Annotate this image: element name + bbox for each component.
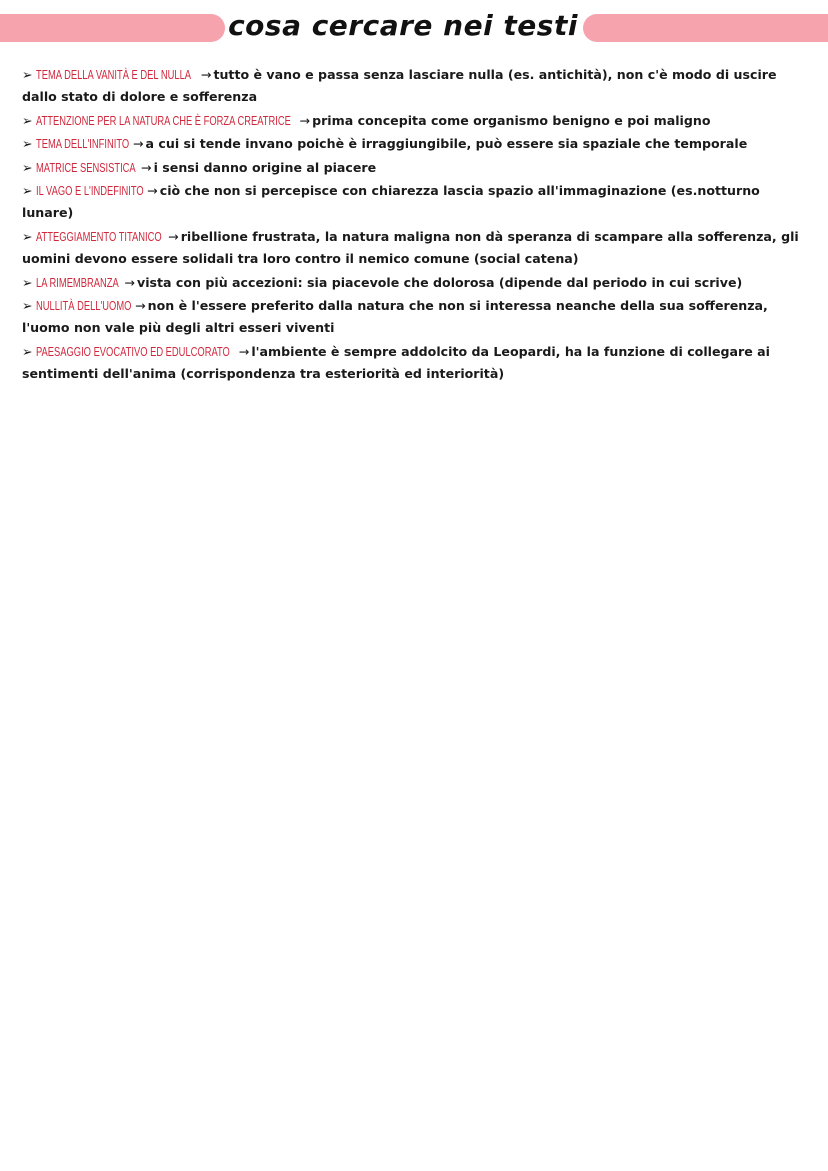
arrow-icon: → — [135, 298, 146, 314]
arrow-icon: → — [168, 228, 179, 244]
arrow-icon: → — [200, 67, 212, 82]
item-text: l'ambiente è sempre addolcito da Leopardi, ha la funzione di collegare ai sentimenti dell'anima (corrispondenza tra esteriorità ed interiorità) — [22, 343, 770, 382]
item-text: ribellione frustrata, la natura maligna non dà speranza di scampare alla sofferenza, gli uomini devono essere solidali tra loro contro il nemico comune (social catena) — [22, 228, 799, 267]
title-banner — [0, 9, 828, 43]
item-topic: PAESAGGIO EVOCATIVO ED EDULCORATO — [35, 343, 230, 359]
page-title: cosa cercare nei testi — [228, 9, 578, 42]
item-topic: IL VAGO E L'INDEFINITO — [35, 183, 144, 199]
arrow-icon: → — [132, 136, 144, 152]
item-topic: NULLITÀ DELL'UOMO — [35, 298, 131, 314]
item-text: prima concepita come organismo benigno e poi maligno — [312, 112, 711, 128]
list-item — [22, 133, 812, 155]
list-item — [22, 64, 812, 109]
bullet-icon: ➢ — [22, 67, 33, 82]
item-topic: ATTEGGIAMENTO TITANICO — [35, 228, 162, 244]
bullet-icon: ➢ — [22, 274, 33, 290]
list-item — [22, 341, 812, 386]
bullet-icon: ➢ — [22, 343, 33, 359]
bullet-icon: ➢ — [22, 159, 33, 175]
bullet-icon: ➢ — [22, 112, 33, 128]
bullet-icon: ➢ — [22, 228, 33, 244]
item-topic: TEMA DELLA VANITÀ E DEL NULLA — [35, 67, 191, 82]
item-text: non è l'essere preferito dalla natura che non si interessa neanche della sua sofferenza, l'uomo non vale più degli altri esseri viventi — [22, 298, 768, 336]
list-item — [22, 110, 812, 132]
list-item — [22, 295, 812, 340]
item-text: ciò che non si percepisce con chiarezza lascia spazio all'immaginazione (es.notturno lunare) — [22, 183, 760, 221]
item-text: tutto è vano e passa senza lasciare nulla (es. antichità), non c'è modo di uscire dallo stato di dolore e sofferenza — [22, 67, 777, 105]
item-topic: ATTENZIONE PER LA NATURA CHE È FORZA CREATRICE — [35, 112, 291, 128]
list-item — [22, 272, 812, 294]
item-topic: TEMA DELL'INFINITO — [35, 136, 129, 152]
item-topic: LA RIMEMBRANZA — [35, 274, 119, 290]
arrow-icon: → — [141, 159, 152, 175]
arrow-icon: → — [299, 112, 311, 128]
bullet-icon: ➢ — [22, 298, 33, 314]
title-decoration-right — [583, 14, 828, 42]
list-item — [22, 226, 812, 271]
item-topic: MATRICE SENSISTICA — [35, 159, 136, 175]
item-text: vista con più accezioni: sia piacevole che dolorosa (dipende dal periodo in cui scrive) — [136, 274, 743, 290]
list-item — [22, 180, 812, 225]
arrow-icon: → — [238, 343, 250, 359]
list-item — [22, 157, 812, 179]
bullet-icon: ➢ — [22, 136, 33, 152]
bullet-icon: ➢ — [22, 183, 33, 199]
title-decoration-left — [0, 14, 225, 42]
item-text: i sensi danno origine al piacere — [153, 159, 377, 175]
arrow-icon: → — [147, 183, 158, 199]
item-text: a cui si tende invano poichè è irraggiungibile, può essere sia spaziale che temporale — [145, 136, 748, 152]
arrow-icon: → — [124, 274, 135, 290]
notes-list — [22, 64, 812, 387]
